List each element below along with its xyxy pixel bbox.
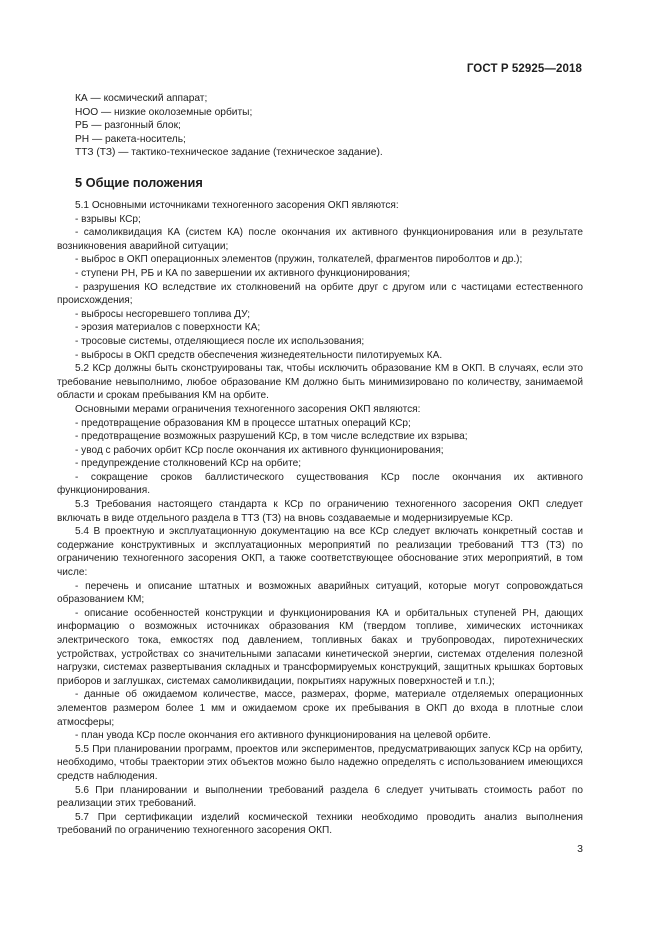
list-item: - самоликвидация КА (систем КА) после окончания их активного функционирования или в результате возникновения аварийной ситуации;	[57, 227, 583, 252]
abbreviations-list	[75, 92, 383, 160]
abbreviation-item: НОО — низкие околоземные орбиты;	[75, 106, 253, 118]
list-item: - разрушения КО вследствие их столкновений на орбите друг с другом или с частицами естественного происхождения;	[57, 281, 583, 307]
standard-code-header: ГОСТ Р 52925—2018	[466, 63, 582, 75]
list-item: - описание особенностей конструкции и функционирования КА и орбитальных ступеней РН, дающих информацию о возможных источниках образования КМ (твердом топливе, химических источниках электрического тока, емкостях под давлением, топливных баках и трубопроводах, пиротехнических устройствах, устройствах со значительными запасами кинетической энергии, системах отделения полезной нагрузки, системах развертывания складных и трансформируемых конструкций, защитных крышках бортовых приборов и заглушках, системах самоликвидации, покрытиях наружных поверхностей и т.п.);	[57, 607, 583, 687]
list-item: - предотвращение образования КМ в процессе штатных операций КСр;	[75, 417, 411, 429]
list-item: - предупреждение столкновений КСр на орбите;	[75, 458, 302, 470]
clause-paragraph: Основными мерами ограничения техногенного засорения ОКП являются:	[75, 403, 421, 415]
list-item: - эрозия материалов с поверхности КА;	[75, 322, 261, 334]
page-number: 3	[577, 843, 583, 855]
list-item: - ступени РН, РБ и КА по завершении их активного функционирования;	[75, 267, 411, 279]
abbreviation-item: ТТЗ (ТЗ) — тактико-техническое задание (техническое задание).	[75, 147, 383, 159]
clause-paragraph: 5.2 КСр должны быть сконструированы так, чтобы исключить образование КМ в ОКП. В случаях, если это требование невыполнимо, любое образование КМ должно быть минимизировано по количеству, занимаемой области и срокам пребывания КМ на орбите.	[57, 363, 583, 402]
list-item: - предотвращение возможных разрушений КСр, в том числе вследствие их взрыва;	[75, 431, 468, 443]
abbreviation-item: КА — космический аппарат;	[75, 93, 208, 104]
list-item: - перечень и описание штатных и возможных аварийных ситуаций, которые могут сопровождаться образованием КМ;	[57, 580, 583, 606]
section-body	[57, 199, 583, 838]
abbreviation-item: РБ — разгонный блок;	[75, 120, 181, 132]
list-item: - взрывы КСр;	[75, 213, 141, 225]
section-heading: 5 Общие положения	[75, 175, 203, 190]
list-item: - тросовые системы, отделяющиеся после их использования;	[75, 335, 365, 347]
list-item: - выбросы несгоревшего топлива ДУ;	[75, 308, 251, 320]
clause-paragraph: 5.5 При планировании программ, проектов или экспериментов, предусматривающих запуск КСр на орбиту, необходимо, чтобы траектории этих объектов можно было надежно определять с использованием имеющихся средств наблюдения.	[57, 743, 583, 782]
clause-paragraph: 5.6 При планировании и выполнении требований раздела 6 следует учитывать стоимость работ по реализации этих требований.	[57, 784, 583, 810]
list-item: - выброс в ОКП операционных элементов (пружин, толкателей, фрагментов пироболтов и др.);	[75, 254, 523, 266]
abbreviation-item: РН — ракета-носитель;	[75, 133, 186, 145]
clause-paragraph: 5.7 При сертификации изделий космической техники необходимо проводить анализ выполнения требований по ограничению техногенного засорения ОКП.	[57, 811, 583, 837]
clause-paragraph: 5.1 Основными источниками техногенного засорения ОКП являются:	[75, 200, 399, 211]
list-item: - план увода КСр после окончания его активного функционирования на целевой орбите.	[75, 730, 491, 742]
list-item: - данные об ожидаемом количестве, массе, размерах, форме, материале отделяемых операционных элементов размером более 1 мм и ожидаемом сроке их пребывания в ОКП до входа в плотные слои атмосферы;	[57, 689, 583, 728]
list-item: - увод с рабочих орбит КСр после окончания их активного функционирования;	[75, 444, 444, 456]
clause-paragraph: 5.4 В проектную и эксплуатационную документацию на все КСр следует включать конкретный состав и содержание конструктивных и эксплуатационных мероприятий по реализации требований ТТЗ (ТЗ) по ограничению техногенного засорения ОКП, а также соответствующее обоснование этих мероприятий, в том числе:	[57, 526, 583, 579]
clause-paragraph: 5.3 Требования настоящего стандарта к КСр по ограничению техногенного засорения ОКП следует включать в виде отдельного раздела в ТТЗ (ТЗ) на вновь создаваемые и модернизируемые КСр.	[57, 499, 583, 524]
list-item: - выбросы в ОКП средств обеспечения жизнедеятельности пилотируемых КА.	[75, 349, 443, 361]
list-item: - сокращение сроков баллистического существования КСр после окончания их активного функционирования.	[57, 471, 583, 497]
